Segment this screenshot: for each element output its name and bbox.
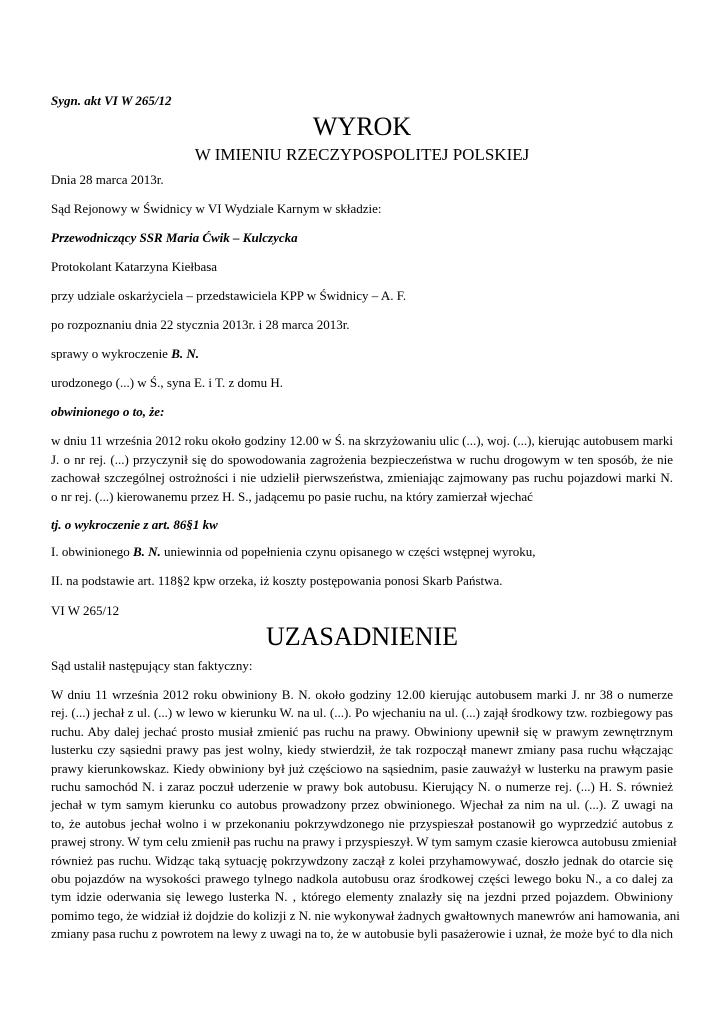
facts-line: zmiany pasa ruchu z powrotem na lewy z uwagi na to, że w autobusie byli pasażerowie i uznał, że może być to dla nich [51,926,673,942]
presiding-judge: Przewodniczący SSR Maria Ćwik – Kulczycka [51,230,298,245]
defendant-birth: urodzonego (...) w Ś., syna E. i T. z domu H. [51,375,284,390]
charge-line: J. o nr rej. (...) przyczynił się do spowodowania zagrożenia bezpieczeństwa w ruchu drogowym w ten sposób, że nie [51,451,673,467]
case-reference: Sygn. akt VI W 265/12 [51,93,172,108]
prosecutor-line: przy udziale oskarżyciela – przedstawiciela KPP w Świdnicy – A. F. [51,288,407,303]
case-reference-2: VI W 265/12 [51,603,120,618]
justification-title: UZASADNIENIE [265,622,459,651]
facts-line: ruchu. Aby dalej jechać prosto musiał zmienić pas ruchu na prawy. Obwiniony upewnił się w prawym zewnętrznym [51,723,673,739]
facts-line: obu pojazdów na wysokości prawego tylnego nadkola autobusu oraz środkowej części lewego boku N., a co dalej za [51,871,673,887]
hearing-dates: po rozpoznaniu dnia 22 stycznia 2013r. i 28 marca 2013r. [51,317,350,332]
facts-intro: Sąd ustalił następujący stan faktyczny: [51,658,253,673]
facts-line: to, że autobus jechał wolno i w przekonaniu pokrzywdzonego nie przyspieszał postanowił go wyprzedzić autobus z [51,815,673,831]
verdict-point-1-text: uniewinnia od popełnienia czynu opisanego w części wstępnej wyroku, [164,544,536,559]
verdict-subtitle: W IMIENIU RZECZYPOSPOLITEJ POLSKIEJ [194,145,530,164]
facts-line: pomimo tego, że widział iż dojdzie do kolizji z N. nie wykonywał żadnych gwałtownych manewrów ani hamowania, ani [51,907,680,923]
facts-line: W dniu 11 września 2012 roku obwiniony B. N. około godziny 12.00 kierując autobusem marki J. nr 38 o numerze [51,687,673,702]
verdict-title: WYROK [312,112,412,141]
court-composition: Sąd Rejonowy w Świdnicy w VI Wydziale Karnym w składzie: [51,201,382,216]
verdict-point-2: II. na podstawie art. 118§2 kpw orzeka, iż koszty postępowania ponosi Skarb Państwa. [51,573,503,588]
charge-line: w dniu 11 września 2012 roku około godziny 12.00 w Ś. na skrzyżowaniu ulic (...), woj. (...), kierując autobusem marki [51,433,673,448]
case-subject [51,346,199,362]
facts-line: prawy kierunkowskaz. Kiedy obwiniony był już częściowo na sąsiednim, pasie zauważył w lusterku na prawym pasie [51,760,673,776]
accused-heading: obwinionego o to, że: [51,404,165,419]
defendant-name: B. N. [171,346,200,361]
facts-paragraph [51,686,680,944]
court-clerk: Protokolant Katarzyna Kiełbasa [51,259,218,274]
charge-line: o nr rej. (...) kierowanemu przez H. S., jadącemu po pasie ruchu, na który zamierzał wjechać [51,488,533,504]
verdict-point-1 [51,544,536,560]
verdict-point-1-name: B. N. [132,544,161,559]
facts-line: jechał w tym samym kierunku co autobus prowadzony przez obwinionego. Wjechał za nim na ul. (...). Z uwagi na [51,797,673,813]
verdict-point-1-prefix: I. obwinionego [51,544,130,559]
verdict-date: Dnia 28 marca 2013r. [51,172,164,187]
facts-line: również pas ruchu. Widząc taką sytuację pokrzywdzony zaczął z kolei przyhamowywać, doszło jednak do otarcie się [51,852,673,868]
case-subject-prefix: sprawy o wykroczenie [51,346,168,361]
facts-line: rej. (...) jechał z ul. (...) w lewo w kierunku W. na ul. (...). Po wjechaniu na ul. (...) zajął środkowy tzw. rozbiegowy pas [51,705,673,721]
offence-article: tj. o wykroczenie z art. 86§1 kw [51,517,218,532]
facts-line: lusterku czy sąsiedni prawy pas jest wolny, kiedy stwierdził, że tak rozpoczął manewr zmiany pasa ruchu włączając [51,742,673,758]
charge-paragraph [51,432,673,506]
facts-line: tym idzie oderwania się lewego lusterka N. , którego elementy znalazły się na jezdni przed pojazdem. Obwiniony [51,889,673,905]
facts-line: prawej strony. W tym celu zmienił pas ruchu na prawy i przyspieszył. W tym samym czasie kierowca autobusu zmieniał [51,834,677,850]
facts-line: ruchu samochód N. i zaraz poczuł uderzenie w prawy bok autobusu. Kierujący N. o numerze rej. (...) H. S. również [51,779,673,795]
charge-line: zachował szczególnej ostrożności i nie udzielił pierwszeństwa, zmieniając zajmowany pas ruchu pojazdowi marki N. [51,470,673,485]
